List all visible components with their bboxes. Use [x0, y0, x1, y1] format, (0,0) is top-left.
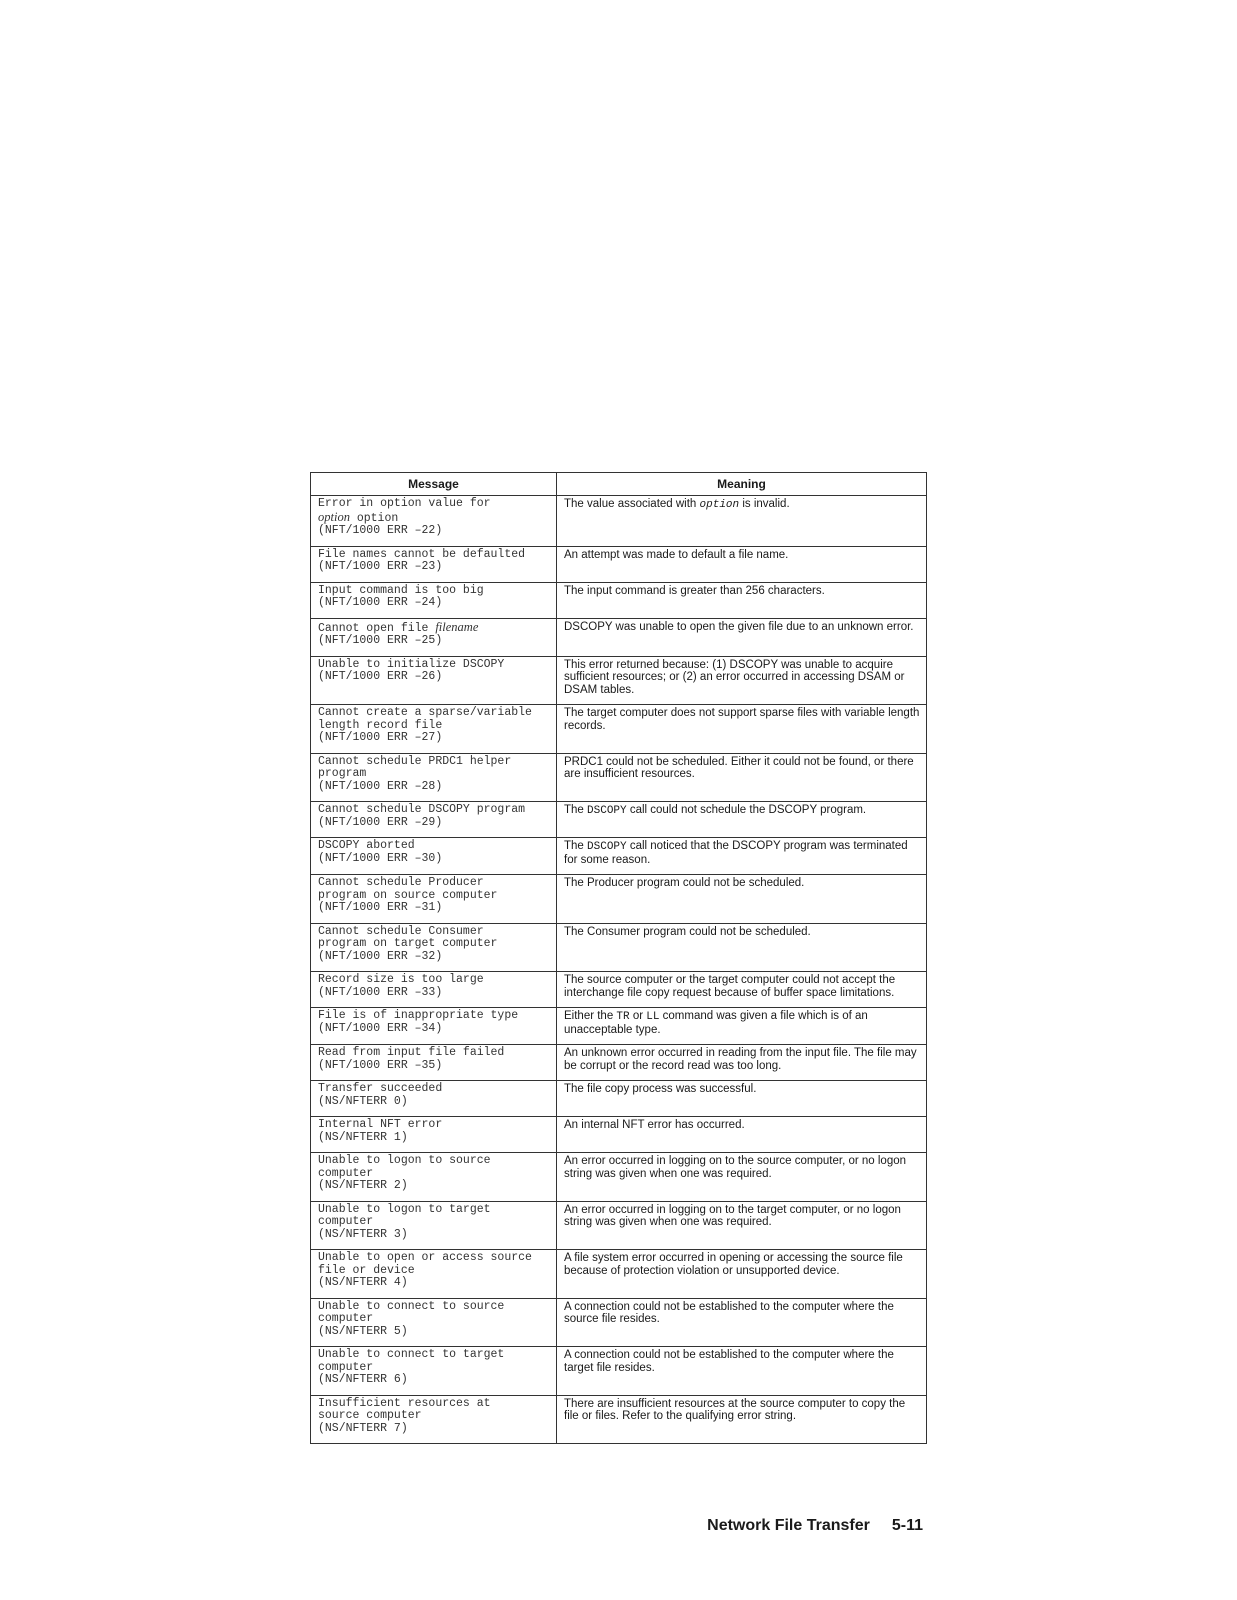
error-code: (NFT/1000 ERR –30): [318, 851, 443, 865]
message-line: File names cannot be defaulted: [318, 547, 526, 561]
meaning-cell: A connection could not be established to the computer where the source file resides.: [557, 1298, 927, 1347]
error-code: (NFT/1000 ERR –22): [318, 524, 443, 537]
error-code: (NS/NFTERR 7): [318, 1421, 408, 1435]
error-code: (NFT/1000 ERR –31): [318, 901, 443, 914]
message-cell: [311, 802, 557, 838]
error-code: (NFT/1000 ERR –33): [318, 985, 443, 999]
message-line: Transfer succeeded: [318, 1082, 443, 1095]
table-row: [311, 838, 927, 875]
filename-placeholder: filename: [435, 619, 479, 634]
message-line: Cannot schedule Producer: [318, 876, 484, 889]
table-row: [311, 1395, 927, 1444]
page-footer: [707, 1517, 923, 1535]
message-cell: [311, 705, 557, 754]
meaning-cell: A connection could not be established to the computer where the target file resides.: [557, 1347, 927, 1396]
error-code: (NS/NFTERR 4): [318, 1276, 408, 1289]
meaning-cell: An internal NFT error has occurred.: [557, 1117, 927, 1153]
table-row: [311, 1250, 927, 1299]
meaning-cell: An error occurred in logging on to the target computer, or no logon string was given when one was required.: [557, 1201, 927, 1250]
table-row: [311, 1045, 927, 1081]
message-line: Insufficient resources at: [318, 1396, 491, 1410]
message-line: computer: [318, 1360, 374, 1374]
message-cell: [311, 753, 557, 802]
option-placeholder: option: [318, 509, 350, 524]
table-row: [311, 496, 927, 547]
meaning-cell: The Producer program could not be scheduled.: [557, 875, 927, 924]
table-row: [311, 1201, 927, 1250]
ll-command-code: LL: [646, 1011, 660, 1023]
message-cell: [311, 1153, 557, 1202]
message-line: computer: [318, 1312, 374, 1325]
message-line: Unable to open or access source: [318, 1251, 532, 1264]
message-cell: [311, 582, 557, 618]
meaning-cell: An attempt was made to default a file name.: [557, 546, 927, 582]
message-cell: [311, 1347, 557, 1396]
meaning-cell: The source computer or the target computer could not accept the interchange file copy request because of buffer space limitations.: [557, 972, 927, 1008]
table-row: [311, 802, 927, 838]
meaning-cell: The target computer does not support sparse files with variable length records.: [557, 705, 927, 754]
page-number: 5-11: [891, 1517, 923, 1534]
meaning-cell: The file copy process was successful.: [557, 1081, 927, 1117]
table-row: [311, 618, 927, 656]
message-cell: [311, 875, 557, 924]
message-line: Read from input file failed: [318, 1046, 505, 1059]
meaning-cell: The input command is greater than 256 characters.: [557, 582, 927, 618]
message-line: Cannot open file filename: [318, 619, 479, 635]
error-code: (NFT/1000 ERR –29): [318, 815, 443, 829]
message-line: Cannot schedule PRDC1 helper: [318, 754, 512, 768]
error-code: (NS/NFTERR 3): [318, 1227, 408, 1241]
table-row: [311, 1081, 927, 1117]
message-cell: [311, 972, 557, 1008]
option-placeholder: option: [699, 499, 740, 511]
message-line: Unable to connect to target: [318, 1348, 505, 1361]
message-cell: [311, 1045, 557, 1081]
message-line: Input command is too big: [318, 583, 484, 597]
message-line: Internal NFT error: [318, 1118, 443, 1131]
dscopy-code: DSCOPY: [587, 805, 627, 817]
message-line: Unable to logon to target: [318, 1202, 491, 1216]
error-code: (NFT/1000 ERR –34): [318, 1021, 443, 1035]
error-code: (NFT/1000 ERR –27): [318, 731, 443, 744]
table-row: [311, 582, 927, 618]
message-cell: [311, 1298, 557, 1347]
error-message-table: [310, 472, 927, 1444]
message-cell: [311, 923, 557, 972]
error-code: (NFT/1000 ERR –26): [318, 670, 443, 683]
message-line: computer: [318, 1166, 374, 1180]
meaning-cell: There are insufficient resources at the source computer to copy the file or files. Refer to the qualifying error string.: [557, 1395, 927, 1444]
table-row: [311, 1117, 927, 1153]
message-line: File is of inappropriate type: [318, 1009, 519, 1022]
message-cell: [311, 618, 557, 656]
message-line: Unable to connect to source: [318, 1299, 505, 1313]
error-code: (NFT/1000 ERR –23): [318, 560, 443, 573]
message-cell: [311, 1117, 557, 1153]
table-row: [311, 923, 927, 972]
message-line: option option: [318, 509, 399, 525]
message-line: Unable to initialize DSCOPY: [318, 657, 505, 671]
table-row: [311, 1298, 927, 1347]
message-cell: [311, 496, 557, 547]
message-cell: [311, 1201, 557, 1250]
message-cell: [311, 1081, 557, 1117]
message-line: program: [318, 767, 367, 780]
message-cell: [311, 1250, 557, 1299]
error-code: (NFT/1000 ERR –24): [318, 596, 443, 609]
meaning-cell: This error returned because: (1) DSCOPY was unable to acquire sufficient resources; or (2) an error occurred in accessing DSAM or DSAM tables.: [557, 656, 927, 705]
dscopy-code: DSCOPY: [587, 841, 627, 853]
tr-command-code: TR: [616, 1011, 630, 1023]
table-row: [311, 1153, 927, 1202]
table-row: [311, 1347, 927, 1396]
table-row: [311, 753, 927, 802]
table-row: [311, 972, 927, 1008]
table-row: [311, 656, 927, 705]
error-code: (NS/NFTERR 2): [318, 1179, 408, 1192]
error-code: (NFT/1000 ERR –35): [318, 1058, 443, 1072]
message-cell: [311, 1008, 557, 1045]
meaning-cell: PRDC1 could not be scheduled. Either it could not be found, or there are insufficient resources.: [557, 753, 927, 802]
meaning-cell: The Consumer program could not be scheduled.: [557, 923, 927, 972]
meaning-cell: An error occurred in logging on to the source computer, or no logon string was given when one was required.: [557, 1153, 927, 1202]
message-line: program on source computer: [318, 888, 498, 902]
message-line: file or device: [318, 1263, 415, 1277]
meaning-cell: Either the TR or LL command was given a file which is of an unacceptable type.: [557, 1008, 927, 1045]
message-line: Cannot schedule DSCOPY program: [318, 803, 526, 816]
footer-section-title: Network File Transfer: [707, 1517, 870, 1534]
error-code: (NS/NFTERR 5): [318, 1324, 408, 1338]
message-line: computer: [318, 1215, 374, 1228]
table-row: [311, 705, 927, 754]
error-code: (NFT/1000 ERR –32): [318, 949, 443, 963]
error-code: (NS/NFTERR 1): [318, 1130, 408, 1144]
message-line: Record size is too large: [318, 973, 484, 986]
meaning-cell: DSCOPY was unable to open the given file due to an unknown error.: [557, 618, 927, 656]
meaning-cell: The value associated with option is invalid.: [557, 496, 927, 547]
column-header-meaning: Meaning: [557, 473, 927, 496]
message-line: program on target computer: [318, 937, 498, 950]
table-header-row: [311, 473, 927, 496]
meaning-cell: An unknown error occurred in reading from the input file. The file may be corrupt or the record read was too long.: [557, 1045, 927, 1081]
column-header-message: Message: [311, 473, 557, 496]
error-code: (NFT/1000 ERR –28): [318, 779, 443, 793]
table-row: [311, 875, 927, 924]
error-code: (NS/NFTERR 0): [318, 1094, 408, 1108]
message-line: Error in option value for: [318, 497, 491, 510]
message-line: source computer: [318, 1409, 422, 1422]
error-code: (NFT/1000 ERR –25): [318, 634, 443, 647]
message-line: Unable to logon to source: [318, 1154, 491, 1167]
meaning-cell: The DSCOPY call could not schedule the DSCOPY program.: [557, 802, 927, 838]
meaning-cell: The DSCOPY call noticed that the DSCOPY program was terminated for some reason.: [557, 838, 927, 875]
message-line: Cannot create a sparse/variable: [318, 706, 532, 719]
message-cell: [311, 546, 557, 582]
message-line: DSCOPY aborted: [318, 839, 415, 852]
error-code: (NS/NFTERR 6): [318, 1373, 408, 1386]
message-line: length record file: [318, 718, 443, 732]
message-cell: [311, 1395, 557, 1444]
table-row: [311, 1008, 927, 1045]
message-line: Cannot schedule Consumer: [318, 924, 484, 938]
meaning-cell: A file system error occurred in opening or accessing the source file because of protection violation or unsupported device.: [557, 1250, 927, 1299]
message-cell: [311, 838, 557, 875]
table-row: [311, 546, 927, 582]
message-cell: [311, 656, 557, 705]
